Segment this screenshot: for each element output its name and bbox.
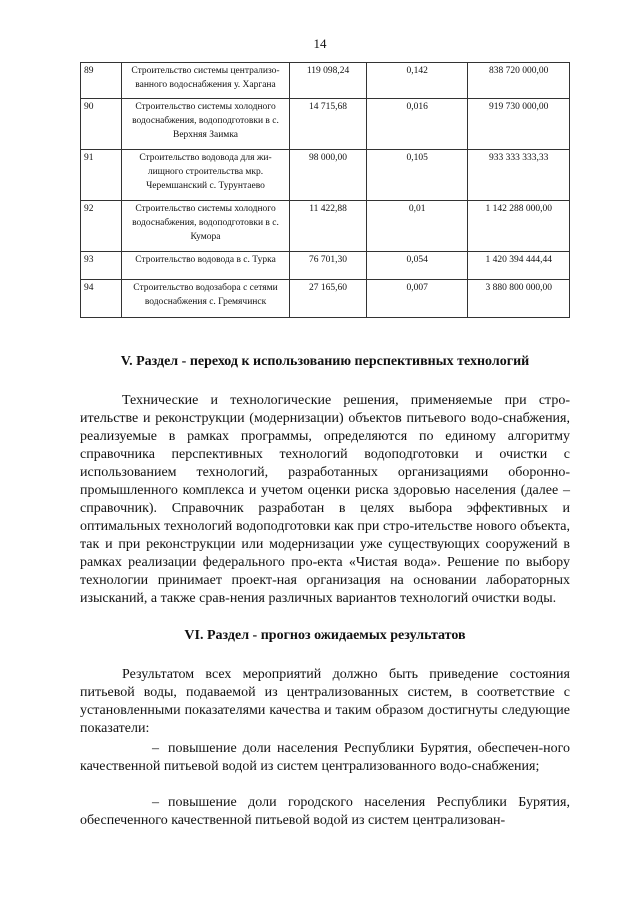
row-value-1: 11 422,88 [290,201,367,252]
row-value-3: 1 420 394 444,44 [468,252,570,280]
row-value-2: 0,054 [366,252,468,280]
row-value-2: 0,142 [366,63,468,99]
row-value-3: 933 333 333,33 [468,150,570,201]
page-number: 14 [313,36,327,51]
table-row [81,201,570,252]
table-row [81,252,570,280]
row-value-3: 838 720 000,00 [468,63,570,99]
row-value-1: 76 701,30 [290,252,367,280]
row-value-2: 0,105 [366,150,468,201]
row-number: 94 [81,280,122,318]
bullet-item [80,794,570,830]
row-number: 92 [81,201,122,252]
row-value-1: 98 000,00 [290,150,367,201]
row-name: Строительство системы централизо-ванного водоснабжения у. Харгана [121,63,289,99]
section-6-paragraph: Результатом всех мероприятий должно быть приведение состояния питьевой воды, подаваемой из централизованных систем, в соответствие с установленными показателями качества и таким образом достигнуты следующие показатели: [80,667,570,736]
row-value-1: 119 098,24 [290,63,367,99]
bullet-dash: – [152,795,159,810]
row-name: Строительство водовода в с. Турка [121,252,289,280]
section-5-heading: V. Раздел - переход к использованию перспективных технологий [120,354,530,369]
bullet-text: повышение доли населения Республики Бурятия, обеспечен-ного качественной питьевой водой из систем централизованного водо-снабжения; [80,741,570,774]
row-name: Строительство системы холодного водоснабжения, водоподготовки в с. Кумора [121,201,289,252]
row-value-1: 27 165,60 [290,280,367,318]
row-value-2: 0,016 [366,99,468,150]
bullet-item [80,740,570,776]
row-number: 91 [81,150,122,201]
row-value-2: 0,007 [366,280,468,318]
row-value-1: 14 715,68 [290,99,367,150]
section-6-heading: VI. Раздел - прогноз ожидаемых результатов [184,628,466,643]
row-number: 93 [81,252,122,280]
row-value-3: 919 730 000,00 [468,99,570,150]
section-5-paragraph: Технические и технологические решения, применяемые при стро-ительстве и реконструкции (модернизации) объектов питьевого водо-снабжения, реализуемые в рамках программы, определяются по единому алгоритму справочника перспективных технологий водоподготовки и очистки с использованием технологий, разработанных организациями оборонно-промышленного комплекса и учетом оценки риска здоровью населения (далее – справочник). Справочник разработан в целях выбора эффективных и оптимальных технологий водоподготовки как при стро-ительстве нового объекта, так и при реконструкции или модернизации уже существующих сооружений в рамках реализации федерального про-екта «Чистая вода». Решение по выбору технологии принимает проект-ная организация на основании лабораторных изысканий, а также срав-нения различных вариантов технологий очистки воды. [80,393,570,606]
row-value-2: 0,01 [366,201,468,252]
row-value-3: 1 142 288 000,00 [468,201,570,252]
row-name: Строительство водовода для жи-лищного строительства мкр. Черемшанский с. Турунтаево [121,150,289,201]
bullet-text: повышение доли городского населения Республики Бурятия, обеспеченного качественной питьевой водой из систем централизован- [80,795,570,828]
table-row [81,99,570,150]
row-name: Строительство водозабора с сетями водоснабжения с. Гремячинск [121,280,289,318]
table-row [81,150,570,201]
bullet-dash: – [152,741,159,756]
data-table [80,62,570,318]
row-name: Строительство системы холодного водоснабжения, водоподготовки в с. Верхняя Заимка [121,99,289,150]
row-number: 90 [81,99,122,150]
row-number: 89 [81,63,122,99]
table-row [81,63,570,99]
table-row [81,280,570,318]
row-value-3: 3 880 800 000,00 [468,280,570,318]
